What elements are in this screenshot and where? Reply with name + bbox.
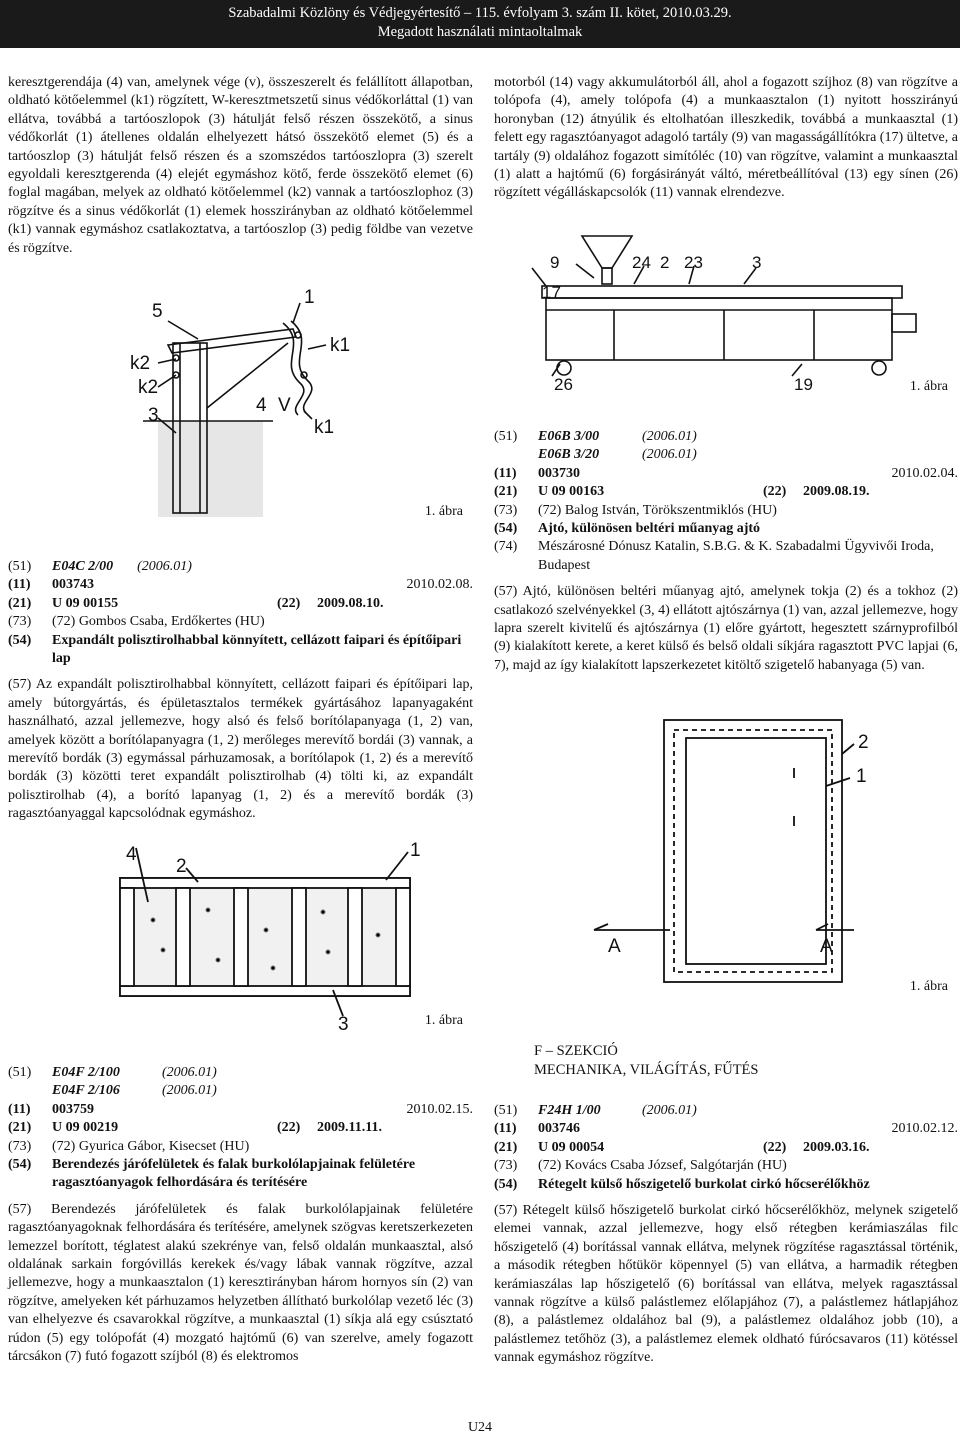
right-column: [494, 74, 958, 203]
owner: (72) Gombos Csaba, Erdőkertes (HU): [52, 614, 265, 630]
label-23: 23: [684, 253, 703, 272]
application-number: U 09 00163: [538, 484, 605, 500]
abstract: (57) Rétegelt külső hőszigetelő burkolat cirkó hőcserélőkhöz, melynek szigetelő elemei vannak, azzal jellemezve, hogy első rétegben kerámiaszálas filc hőszigetelő (4) borítással vannak ellátva, melynek rögzítése ragasztással történik, a második rétegben hőtükör köpennyel (5) van ellátva, a harmadik rétegben kerámiaszálas lap hőszigetelő (6) borítással van ellátva, melyek ragasztással vannak rögzítve a külső palástlemez előlapjához (7), a palástlemez hátlapjához (8), a palástlemez oldalához bal (9), a palástlemez oldalához jobb (10), a palástlemez tetőhöz (3), a palástlemez elemek oldható fúrócsavaros (11) kötéssel vannak egymáshoz rögzítve.: [494, 1203, 958, 1366]
label-a-left: A: [608, 936, 621, 957]
ipc-class: F24H 1/00: [538, 1103, 601, 1118]
code-51: (51): [8, 559, 32, 574]
code-21: (21): [494, 1139, 518, 1155]
ipc-version: (2006.01): [642, 1103, 697, 1118]
code-54: (54): [8, 1157, 32, 1173]
code-22: (22): [277, 595, 301, 611]
continued-abstract-text: motorból (14) vagy akkumulátorból áll, ahol a fogazott szíjhoz (8) van rögzítve a tolópofa (4), amely tolópofa (4) a munkaasztalon (1) nyitott hosszirányú horonyban (12) átnyúlik és eltolhatóan illeszkedik, továbbá a munkaasztal (1) felett egy ragasztóanyagot adagoló tartály (9) van magasságállítókra (17) ültetve, a tartály (9) oldalához fogazott simítóléc (10) van rögzítve, valamint a munkaasztal (1) alatt a hajtómű (6) forgásirányát váltó, méretbeállítóval (13) egy sínen (26) rögzített végálláskapcsolók (11) vannak elrendezve.: [494, 75, 958, 201]
registration-number: 003746: [538, 1121, 580, 1137]
filing-date: 2009.08.19.: [803, 484, 870, 500]
label-2: 2: [660, 253, 670, 272]
label-3: 3: [148, 405, 159, 426]
utility-model-title: Ajtó, különösen beltéri műanyag ajtó: [538, 521, 761, 537]
figure-caption: 1. ábra: [909, 379, 948, 394]
record-003730: [494, 428, 958, 675]
continued-abstract-text: keresztgerendája (4) van, amelynek vége (v), összeszerelt és felállított állapotban, oldható kötőelemmel (k1) rögzített, W-keresztmetszetű sinus védőkorláttal (1) van ellátva, továbbá a tartóoszlopok (3) hátulját felső részen összekötő, a sinus védőkorlát (1) átellenes oldalán elhelyezett hátsó összekötő elemet (5) és a tartóoszlop (3) hátulját felső részen és a szomszédos tartóoszlopra (3) szerelt egyoldali keresztgerenda (4) elejét egymáshoz kötő, ferde összekötő elemet (6) foglal magában, melyek az oldható kötőelemmel (k2) vannak a tartóoszlophoz (3) rögzítve és a sinus védőkorlát (1) elemek hosszirányban az oldható kötőelemmel (k1) vannak egymáshoz csatlakoztatva, a tartóoszlop (3) pedig földbe van vezetve és rögzítve.: [8, 75, 473, 256]
utility-model-title: Expandált polisztirolhabbal könnyített, cellázott faipari és építőipari lap: [52, 632, 462, 667]
registration-date: 2010.02.08.: [406, 577, 473, 593]
utility-model-title: Rétegelt külső hőszigetelő burkolat cirkó hőcserélőkhöz: [538, 1176, 870, 1192]
label-2: 2: [858, 732, 869, 753]
record-003743: [8, 558, 473, 824]
section-subtitle: Megadott használati mintaoltalmak: [377, 24, 583, 40]
code-21: (21): [8, 595, 32, 611]
label-4: 4: [126, 844, 137, 865]
label-1: 1: [304, 287, 315, 308]
registration-date: 2010.02.04.: [891, 465, 958, 481]
journal-title: Szabadalmi Közlöny és Védjegyértesítő – 115. évfolyam 3. szám II. kötet, 2010.03.29.: [228, 5, 732, 21]
label-v: V: [278, 395, 291, 416]
code-22: (22): [277, 1120, 301, 1136]
figure-caption: 1. ábra: [424, 504, 463, 519]
registration-number: 003743: [52, 577, 94, 593]
section-title: MECHANIKA, VILÁGÍTÁS, FŰTÉS: [534, 1062, 759, 1078]
label-24: 24: [632, 253, 651, 272]
label-26: 26: [554, 375, 573, 394]
guardrail-drawing: [8, 283, 473, 523]
ipc-class-1: E06B 3/00: [538, 429, 600, 444]
registration-number: 003730: [538, 465, 580, 481]
label-9: 9: [550, 253, 560, 272]
ipc-version: (2006.01): [137, 559, 192, 574]
code-73: (73): [8, 614, 32, 630]
code-51: (51): [8, 1065, 32, 1080]
label-1: 1: [410, 840, 421, 861]
registration-date: 2010.02.12.: [891, 1121, 958, 1137]
agent: Mészárosné Dónusz Katalin, S.B.G. & K. Szabadalmi Ügyvivői Iroda, Budapest: [538, 539, 934, 573]
owner: (72) Balog István, Törökszentmiklós (HU): [538, 502, 777, 518]
code-22: (22): [763, 1139, 787, 1155]
registration-date: 2010.02.15.: [406, 1101, 473, 1117]
code-54: (54): [8, 632, 32, 648]
filing-date: 2009.08.10.: [317, 595, 384, 611]
label-5: 5: [152, 301, 163, 322]
code-21: (21): [8, 1120, 32, 1136]
code-51: (51): [494, 1103, 518, 1118]
door-drawing: [494, 712, 958, 1002]
application-number: U 09 00155: [52, 595, 119, 611]
figure-door: [494, 712, 958, 1002]
figure-machine: [494, 228, 958, 403]
filing-date: 2009.03.16.: [803, 1139, 870, 1155]
owner: (72) Gyurica Gábor, Kisecset (HU): [52, 1138, 250, 1154]
code-54: (54): [494, 521, 518, 537]
code-74: (74): [494, 539, 518, 555]
section-letter: F – SZEKCIÓ: [534, 1043, 618, 1059]
application-number: U 09 00054: [538, 1139, 605, 1155]
ipc-class-2: E04F 2/106: [52, 1083, 120, 1099]
ipc-version-2: (2006.01): [162, 1083, 217, 1099]
code-21: (21): [494, 484, 518, 500]
label-k2-upper: k2: [130, 353, 151, 374]
code-51: (51): [494, 429, 518, 444]
code-11: (11): [494, 465, 517, 481]
ipc-class: E04C 2/00: [52, 559, 114, 574]
code-54: (54): [494, 1176, 518, 1192]
label-17: 17: [542, 283, 561, 302]
ipc-class-2: E06B 3/20: [538, 447, 600, 463]
abstract: (57) Az expandált polisztirolhabbal könnyített, cellázott faipari és építőipari lap, amely bútorgyártás, és épületasztalos termékek gyártásához lapanyagaként használható, azzal jellemezve, hogy alsó és felső borítólapanyaga (1, 2) van, amelyek között a borítólapanyagra (1, 2) merőleges merevítő bordái (3) vannak, a merevítő bordák (3) egymással párhuzamosak, a borítólapok (1, 2) és a merevítő bordák (3) közötti teret expandált polisztirolhab (4) tölti ki, az expandált polisztirolhab (4), a borító lapanyag (1, 2) és a merevítő bordák (3) ragasztóanyaggal kapcsolódnak egymáshoz.: [8, 677, 473, 822]
abstract: (57) Ajtó, különösen beltéri műanyag ajtó, amelynek tokja (2) és a tokhoz (2) csatlakozó szelvényekkel (3, 4) ellátott ajtószárnya (1) van, azzal jellemezve, hogy lapra szerelt kivitelű és ajtószárnya (1) előre gyártott, hegesztett szárnyprofilból (9) kialakított kerete, a keret külső és belső oldali síkjára ragasztott PVC lapjai (6, 7), majd az így kialakított lapszerkezetet kitöltő szigetelő habanyaga (5) van.: [494, 584, 958, 673]
label-4: 4: [256, 395, 267, 416]
ipc-class-1: E04F 2/100: [52, 1065, 120, 1080]
left-column: [8, 74, 473, 258]
owner: (72) Kovács Csaba József, Salgótarján (HU): [538, 1158, 787, 1174]
figure-guardrail: [8, 283, 473, 523]
ipc-version-1: (2006.01): [642, 429, 697, 444]
code-73: (73): [8, 1138, 32, 1154]
label-19: 19: [794, 375, 813, 394]
page-number: U24: [467, 1420, 493, 1435]
label-1: 1: [856, 766, 867, 787]
registration-number: 003759: [52, 1101, 94, 1117]
application-number: U 09 00219: [52, 1120, 119, 1136]
machine-drawing: [494, 228, 958, 403]
label-k1-upper: k1: [330, 335, 351, 356]
label-3: 3: [338, 1014, 349, 1030]
panel-drawing: [8, 840, 473, 1030]
section-heading: [534, 1042, 954, 1080]
record-003759: [8, 1064, 473, 1367]
figure-caption: 1. ábra: [424, 1013, 463, 1028]
abstract: (57) Berendezés járófelületek és falak burkolólapjainak felületére ragasztóanyagoknak felhordására és terítésére, amelynek szögvas keretszerkezeten lemezzel borított, téglatest alakú szekrénye van, felső oldalán munkaasztal, alsó oldalának sarkain forgóvillás kerekek és/vagy lábak vannak rögzítve, azzal jellemezve, hogy a munkaasztalon (1) keresztirányban három hornyos sín (2) van rögzítve, amelyeken két párhuzamos helyzetben állítható burkolólap vezető léc (3) van elhelyezve és csavarokkal rögzítve, a munkaasztal (1) síkja alá egy csúsztató rúdon (5) egy tolópofát (4) mozgató hajtómű (6) van szerelve, amely fogazott tárcsákon (7) futó fogazott szíjból (8) és elektromos: [8, 1201, 473, 1365]
label-k1-lower: k1: [314, 417, 335, 438]
code-22: (22): [763, 484, 787, 500]
ipc-version-2: (2006.01): [642, 447, 697, 463]
code-73: (73): [494, 1158, 518, 1174]
label-k2-lower: k2: [138, 377, 159, 398]
label-a-right: A: [820, 936, 833, 957]
page-header: [0, 0, 960, 48]
figure-panel: [8, 840, 473, 1030]
label-3: 3: [752, 253, 762, 272]
figure-caption: 1. ábra: [909, 979, 948, 994]
filing-date: 2009.11.11.: [317, 1120, 382, 1136]
code-11: (11): [8, 577, 31, 593]
code-11: (11): [8, 1101, 31, 1117]
code-11: (11): [494, 1121, 517, 1137]
label-2: 2: [176, 856, 187, 877]
code-73: (73): [494, 502, 518, 518]
ipc-version-1: (2006.01): [162, 1065, 217, 1080]
record-003746: [494, 1102, 958, 1368]
utility-model-title: Berendezés járófelületek és falak burkolólapjainak felületére ragasztóanyagok felhordására és terítésére: [52, 1157, 416, 1191]
